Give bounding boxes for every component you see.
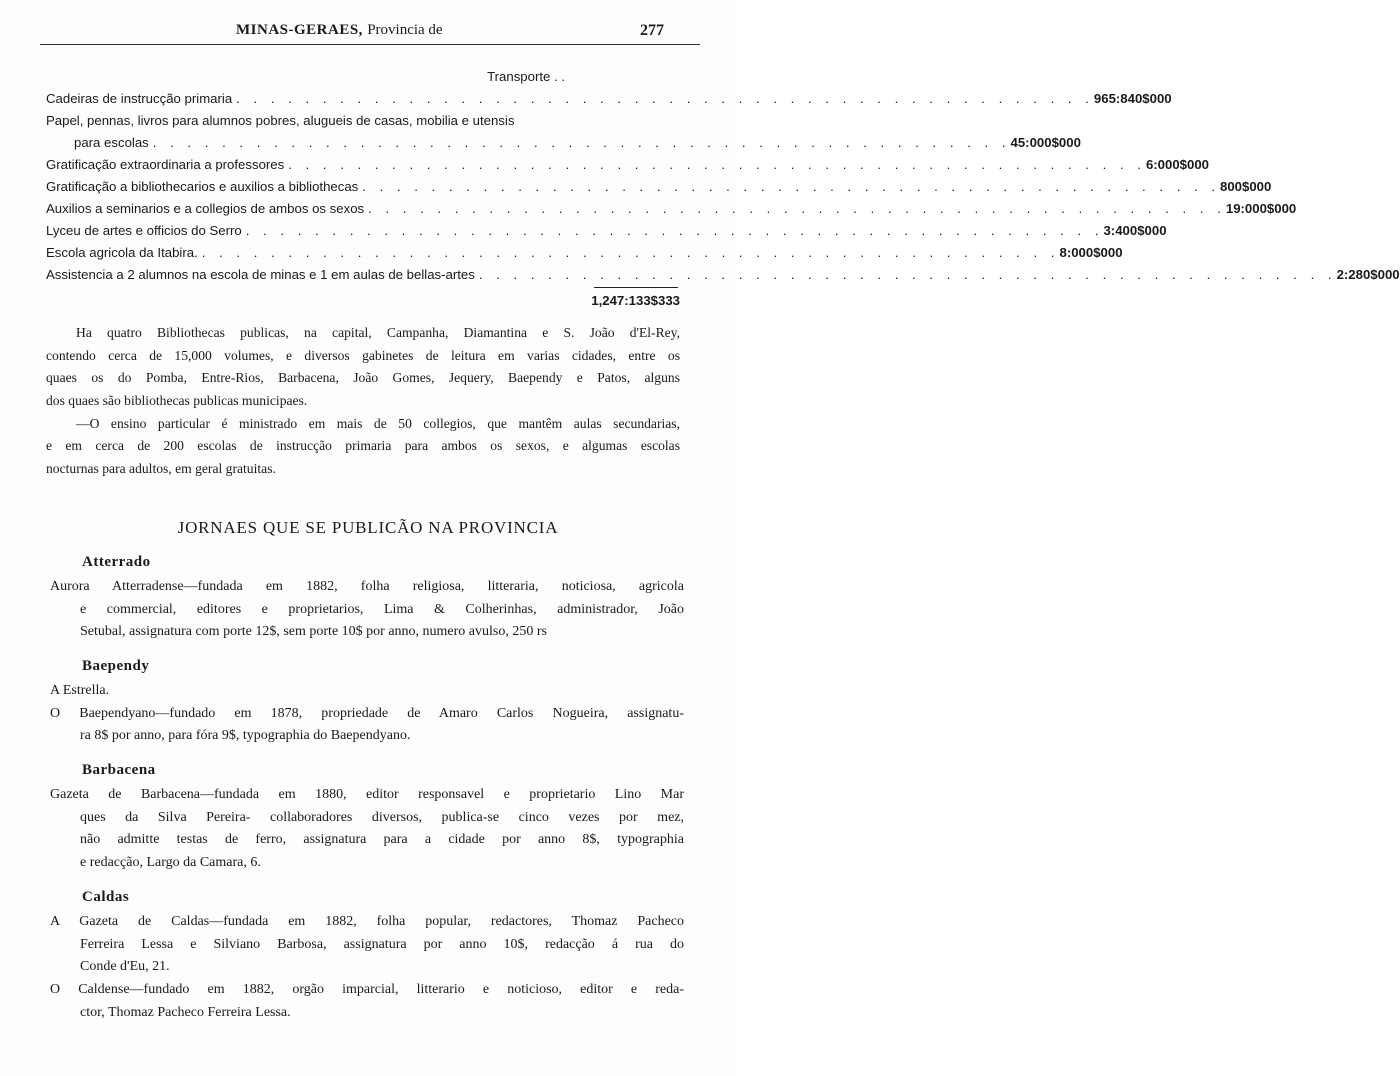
row-label [46, 91, 1094, 106]
row-label [46, 267, 1337, 282]
header-subtitle: Provincia de [367, 22, 443, 38]
entry-line: e redacção, Largo da Camara, 6. [80, 855, 261, 871]
row-label [46, 157, 1146, 172]
dot-leader: . . . . . . . . . . . . . . . . . . . . . . . . . . . . . . . . . . . . . . . . . . . . . . . . . . [236, 91, 1094, 106]
city-entries [50, 576, 684, 644]
entry-line: não admitte testas de ferro, assignatura para a cidade por anno 8$, typographia [80, 832, 684, 848]
city-entries [50, 680, 684, 748]
row-label [46, 113, 580, 128]
paragraph-line: e em cerca de 200 escolas de instrucção primaria para ambos os sexos, e algumas escolas [46, 438, 680, 454]
entry-line: ques da Silva Pereira- collaboradores diversos, publica-se cinco vezes por mez, [80, 809, 684, 825]
row-value: 800$000 [1220, 179, 1272, 194]
city-heading: Atterrado [82, 554, 151, 570]
table-row [46, 194, 1297, 216]
entry-line: Conde d'Eu, 21. [80, 959, 170, 975]
dot-leader: . . . . . . . . . . . . . . . . . . . . . . . . . . . . . . . . . . . . . . . . . . . . . . . . . . [245, 223, 1104, 238]
entry-line: ra 8$ por anno, para fóra 9$, typographia do Baependyano. [80, 728, 411, 744]
transport-row [46, 62, 680, 84]
city-heading: Baependy [82, 658, 150, 674]
table-row [46, 150, 1210, 172]
row-value: 8:000$000 [1059, 245, 1123, 260]
city-entries [50, 911, 684, 1024]
row-label [46, 201, 1226, 216]
entry-line: Gazeta de Barbacena—fundada em 1880, editor responsavel e proprietario Lino Mar [50, 787, 684, 802]
row-label-text: Escola agricola da Itabira. [46, 245, 198, 260]
table-row [46, 260, 1400, 282]
row-label-text: Auxilios a seminarios e a collegios de ambos os sexos [46, 201, 365, 216]
dot-leader: . . . . . . . . . . . . . . . . . . . . . . . . . . . . . . . . . . . . . . . . . . . . . . . . . . [288, 157, 1146, 172]
row-value: 3:400$000 [1103, 223, 1167, 238]
dot-leader: . . . . . . . . . . . . . . . . . . . . . . . . . . . . . . . . . . . . . . . . . . . . . . . . . . [478, 267, 1337, 282]
city-entries [50, 784, 684, 875]
row-label-text: para escolas [74, 135, 149, 150]
table-row [46, 216, 1167, 238]
dot-leader: . . . . . . . . . . . . . . . . . . . . . . . . . . . . . . . . . . . . . . . . . . . . . . . . . . [368, 201, 1226, 216]
entry-line: A Gazeta de Caldas—fundada em 1882, folha popular, redactores, Thomaz Pacheco [50, 914, 684, 929]
section-title: JORNAES QUE SE PUBLICÃO NA PROVINCIA [177, 518, 559, 537]
row-label-text: Cadeiras de instrucção primaria [46, 91, 233, 106]
paragraph-line: quaes os do Pomba, Entre-Rios, Barbacena, João Gomes, Jequery, Baependy e Patos, alguns [46, 370, 680, 386]
row-label-text: Assistencia a 2 alumnos na escola de minas e 1 em aulas de bellas-artes [46, 267, 475, 282]
table-row [46, 84, 1172, 106]
entry-line: O Baependyano—fundado em 1878, propriedade de Amaro Carlos Nogueira, assignatu- [50, 705, 684, 721]
table-row [46, 238, 1123, 260]
entry-line: Ferreira Lessa e Silviano Barbosa, assignatura por anno 10$, redacção á rua do [80, 936, 684, 952]
entry-line: Setubal, assignatura com porte 12$, sem porte 10$ por anno, numero avulso, 250 rs [80, 624, 547, 640]
entry-line: e commercial, editores e proprietarios, Lima & Colherinhas, administrador, João [80, 601, 684, 617]
page-number: 277 [640, 22, 664, 39]
paragraph-line: Ha quatro Bibliothecas publicas, na capital, Campanha, Diamantina e S. João d'El-Rey, [76, 325, 680, 340]
entry-line: ctor, Thomaz Pacheco Ferreira Lessa. [80, 1004, 291, 1020]
row-label [46, 223, 1103, 238]
transport-label: Transporte . . [487, 69, 565, 84]
paragraph-line: contendo cerca de 15,000 volumes, e diversos gabinetes de leitura em varias cidades, entre os [46, 347, 680, 363]
dot-leader: . . . . . . . . . . . . . . . . . . . . . . . . . . . . . . . . . . . . . . . . . . . . . . . . . . [362, 179, 1221, 194]
entry-line: O Caldense—fundado em 1882, orgão imparcial, litterario e noticioso, editor e reda- [50, 982, 684, 998]
paragraph-line: nocturnas para adultos, em geral gratuitas. [46, 461, 276, 477]
row-label [46, 179, 1220, 194]
row-value: 965:840$000 [1093, 91, 1172, 106]
row-label-text: Papel, pennas, livros para alumnos pobres, alugueis de casas, mobilia e utensis [46, 113, 515, 128]
body-paragraphs [46, 322, 680, 481]
budget-table [46, 62, 1400, 308]
budget-total: 1,247:133$333 [591, 293, 680, 308]
table-row [46, 172, 1272, 194]
dot-leader: . . . . . . . . . . . . . . . . . . . . . . . . . . . . . . . . . . . . . . . . . . . . . . . . . . [152, 135, 1011, 150]
row-value: 19:000$000 [1225, 201, 1297, 216]
row-label-text: Gratificação a bibliothecarios e auxilios a bibliothecas [46, 179, 359, 194]
row-label-text: Gratificação extraordinaria a professores [46, 157, 285, 172]
city-heading: Caldas [82, 889, 130, 905]
row-label [46, 135, 1011, 150]
entry-line: A Estrella. [50, 683, 110, 698]
table-row [46, 106, 680, 128]
row-label [46, 245, 1059, 260]
entry-line: Aurora Atterradense—fundada em 1882, folha religiosa, litteraria, noticiosa, agricola [50, 579, 684, 594]
row-label-text: Lyceu de artes e officios do Serro [46, 223, 242, 238]
paragraph-line: —O ensino particular é ministrado em mais de 50 collegios, que mantêm aulas secundarias, [76, 415, 680, 431]
header-rule [40, 44, 700, 45]
row-value: 6:000$000 [1145, 157, 1210, 172]
header-title-text: MINAS-GERAES, [236, 22, 363, 38]
dot-leader: . . . . . . . . . . . . . . . . . . . . . . . . . . . . . . . . . . . . . . . . . . . . . . . . . . [201, 245, 1060, 260]
header-title [236, 22, 443, 39]
paragraph-line: dos quaes são bibliothecas publicas municipaes. [46, 393, 308, 409]
table-row [46, 128, 1081, 150]
row-value: 2:280$000 [1336, 267, 1400, 282]
row-value: 45:000$000 [1010, 135, 1081, 150]
city-heading: Barbacena [82, 762, 156, 778]
